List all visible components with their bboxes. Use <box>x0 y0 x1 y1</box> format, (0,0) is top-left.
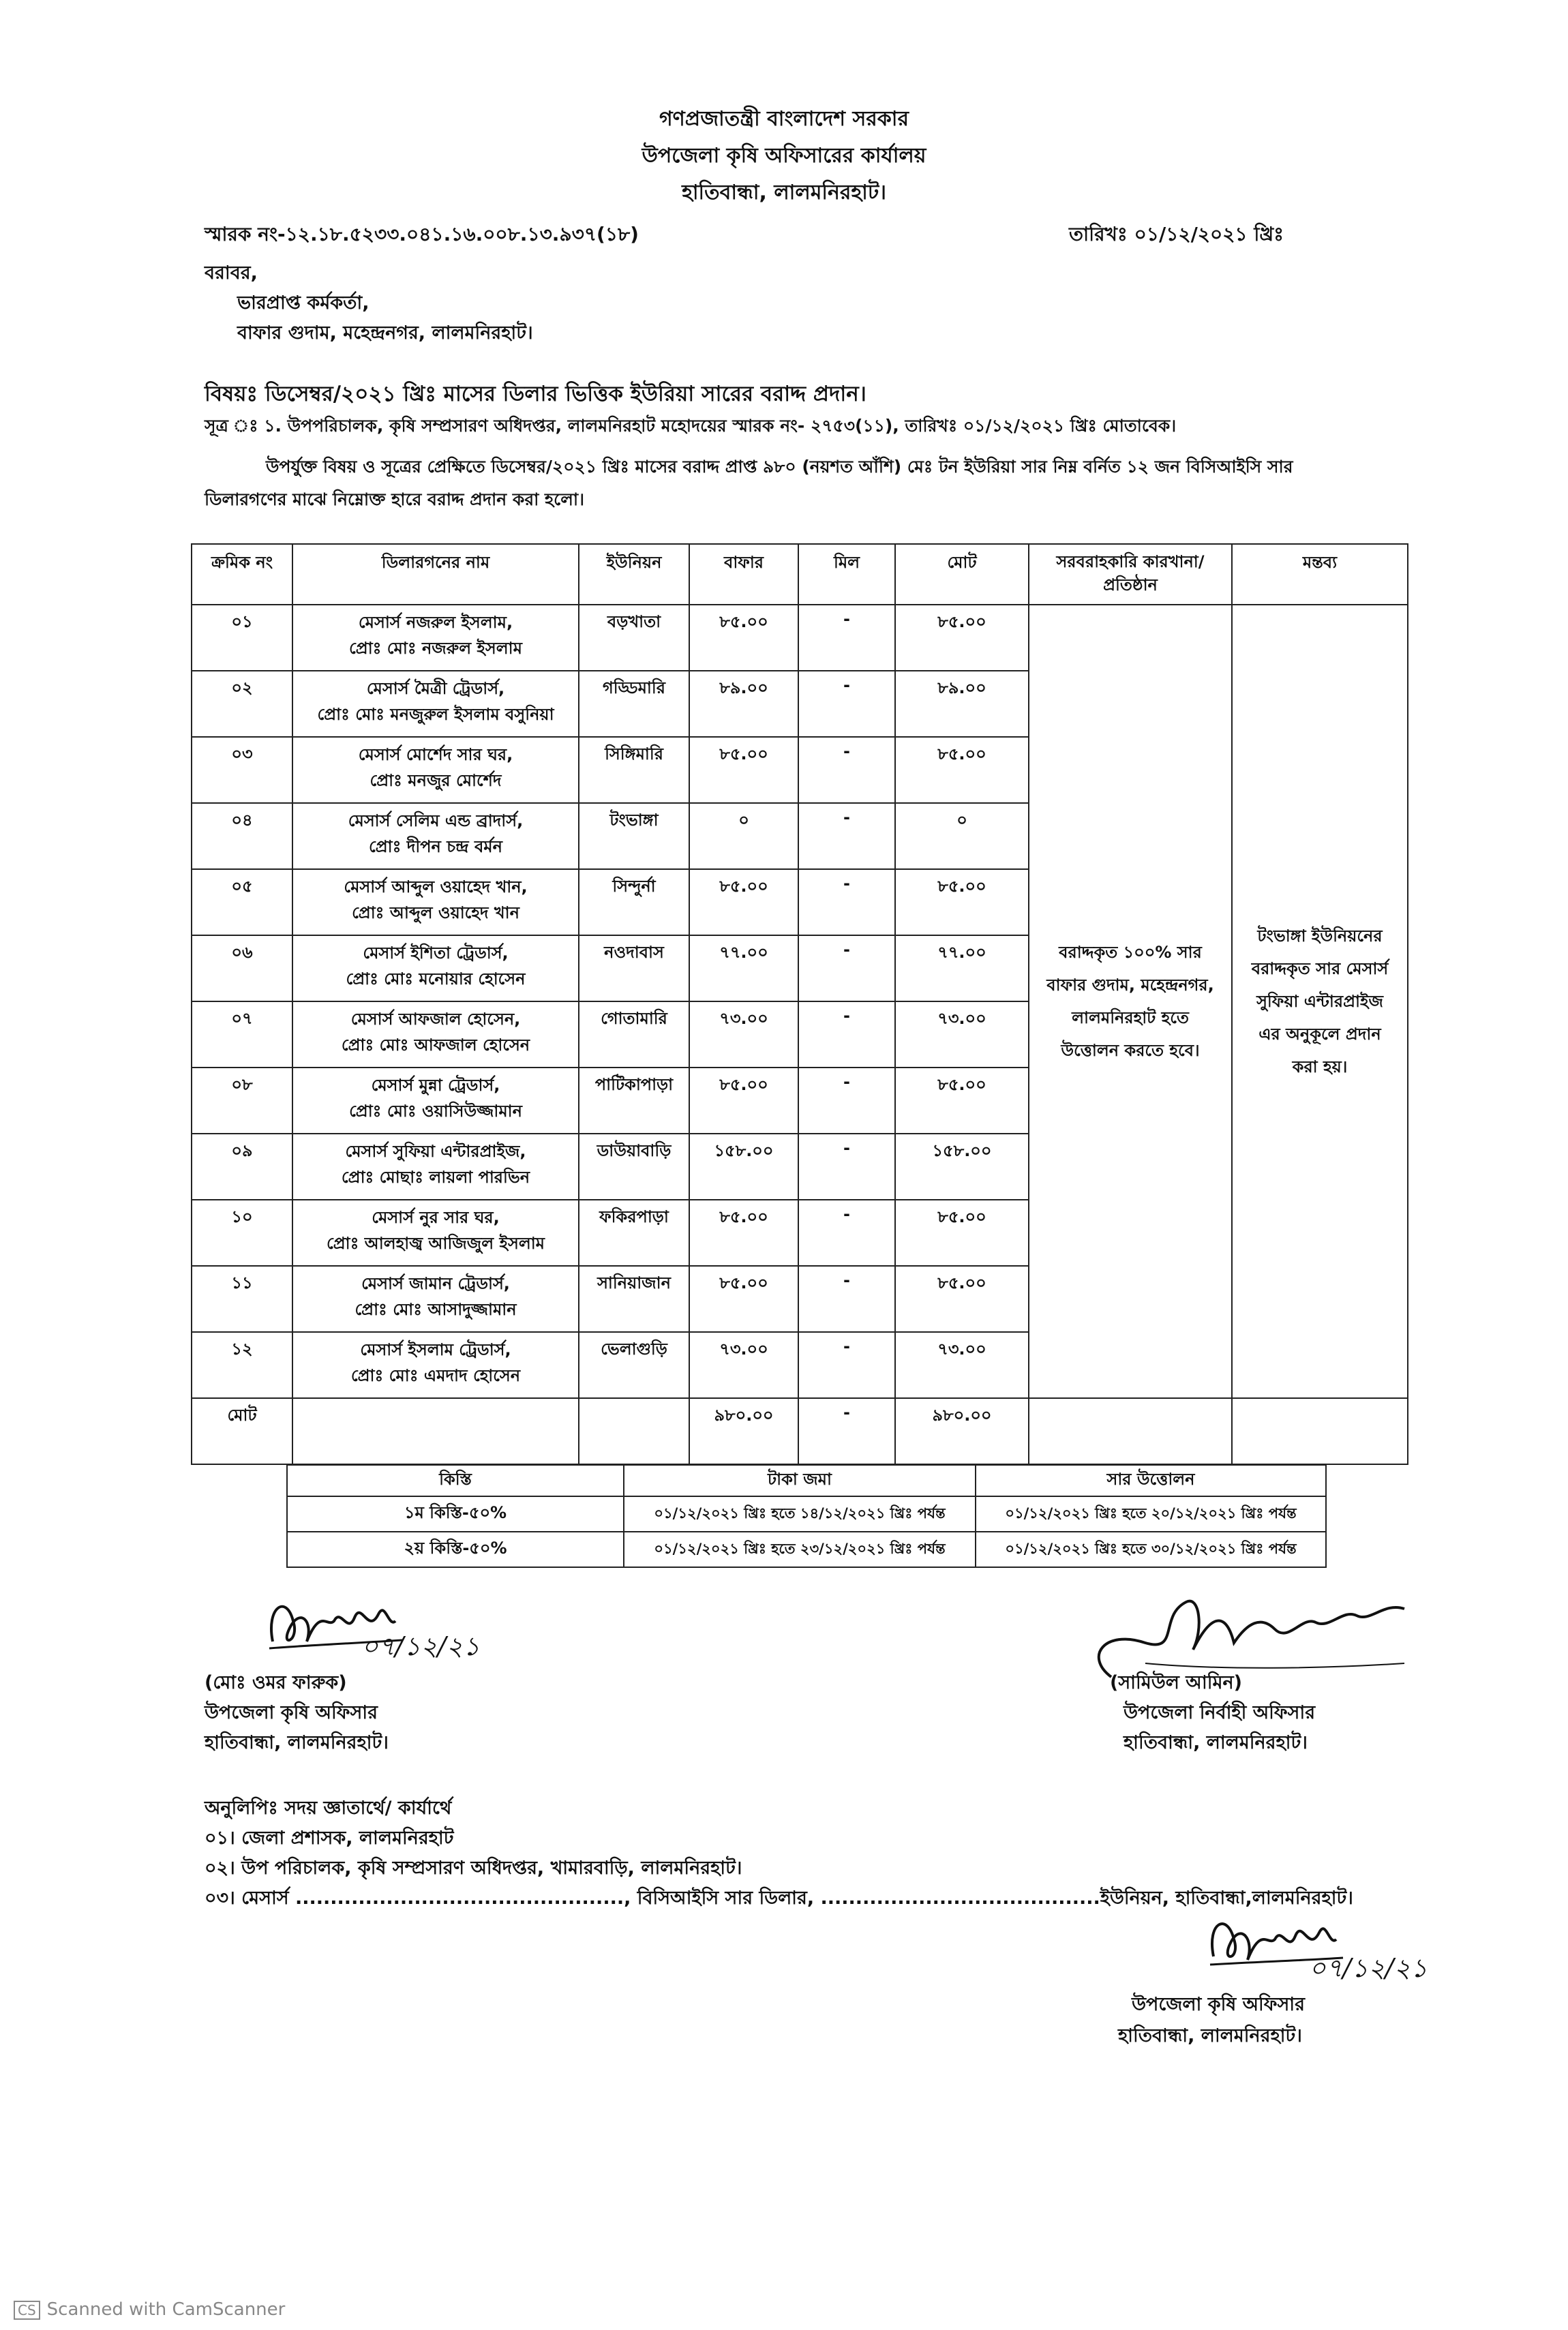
row-union: বড়খাতা <box>579 605 689 671</box>
row-dealer <box>292 1266 579 1332</box>
row-buffer: ৮৫.০০ <box>689 1068 798 1134</box>
row-union: টংভাঙ্গা <box>579 803 689 869</box>
copy-item: ০১। জেলা প্রশাসক, লালমনিরহাট <box>205 1828 454 1849</box>
row-mill: - <box>798 1200 895 1266</box>
left-signer-place: হাতিবান্ধা, লালমনিরহাট। <box>205 1732 389 1753</box>
supplier-note: বরাদ্দকৃত ১০০% সার বাফার গুদাম, মহেন্দ্রনগর, লালমনিরহাট হতে উত্তোলন করতে হবে। <box>1029 605 1232 1398</box>
row-dealer <box>292 605 579 671</box>
copies-heading: অনুলিপিঃ সদয় জ্ঞাতার্থে/ কার্যার্থে <box>205 1798 452 1819</box>
dealer-name: মেসার্স মোর্শেদ সার ঘর, <box>358 745 513 764</box>
row-union: ফকিরপাড়া <box>579 1200 689 1266</box>
installment-name: ২য় কিস্তি-৫০% <box>287 1532 624 1567</box>
installment-header-row <box>287 1465 1326 1496</box>
dealer-name: মেসার্স ইশিতা ট্রেডার্স, <box>363 943 509 963</box>
recipient-line2: বাফার গুদাম, মহেন্দ্রনগর, লালমনিরহাট। <box>237 322 533 344</box>
row-serial: ১১ <box>192 1266 292 1332</box>
memo-date: তারিখঃ ০১/১২/২০২১ খ্রিঃ <box>1069 223 1284 245</box>
left-signer-name: (মোঃ ওমর ফারুক) <box>205 1672 347 1693</box>
copy-item: ০২। উপ পরিচালক, কৃষি সম্প্রসারণ অধিদপ্তর, খামারবাড়ি, লালমনিরহাট। <box>205 1858 742 1879</box>
dealer-owner: প্রোঃ আলহাজ্ব আজিজুল ইসলাম <box>326 1234 545 1253</box>
row-total: ৮৫.০০ <box>895 1200 1029 1266</box>
right-signer-title: উপজেলা নির্বাহী অফিসার <box>1124 1702 1316 1723</box>
row-mill: - <box>798 803 895 869</box>
copy-item: ০৩। মেসার্স ..............................................., বিসিআইসি সার ডিলার, ........................................ইউনিয়ন, হাতিবান্ধা,লালমনিরহাট। <box>205 1888 1353 1909</box>
header-supplier: সরবরাহকারি কারখানা/ প্রতিষ্ঠান <box>1029 544 1232 605</box>
dealer-name: মেসার্স সেলিম এন্ড ব্রাদার্স, <box>348 811 524 830</box>
row-mill: - <box>798 1266 895 1332</box>
right-signer-place: হাতিবান্ধা, লালমনিরহাট। <box>1124 1732 1308 1753</box>
dealer-owner: প্রোঃ মোঃ মনজুরুল ইসলাম বসুনিয়া <box>317 705 554 724</box>
row-buffer: ০ <box>689 803 798 869</box>
row-mill: - <box>798 1068 895 1134</box>
header-installment: কিস্তি <box>287 1465 624 1496</box>
row-dealer <box>292 1001 579 1068</box>
header-serial: ক্রমিক নং <box>192 544 292 605</box>
row-serial: ০৮ <box>192 1068 292 1134</box>
row-total: ৮৫.০০ <box>895 605 1029 671</box>
recipient-line1: ভারপ্রাপ্ত কর্মকর্তা, <box>237 292 370 314</box>
left-signer-title: উপজেলা কৃষি অফিসার <box>205 1702 378 1723</box>
row-serial: ০৩ <box>192 737 292 803</box>
office-header <box>0 101 1568 211</box>
allocation-table <box>191 543 1408 1465</box>
row-mill: - <box>798 1134 895 1200</box>
row-dealer <box>292 935 579 1001</box>
header-total: মোট <box>895 544 1029 605</box>
installment-row <box>287 1532 1326 1567</box>
row-total: ৮৫.০০ <box>895 869 1029 935</box>
row-union: ভেলাগুড়ি <box>579 1332 689 1398</box>
dealer-owner: প্রোঃ মোঃ ওয়াসিউজ্জামান <box>349 1102 522 1121</box>
row-total: ৮৫.০০ <box>895 737 1029 803</box>
row-union: সিঙ্গিমারি <box>579 737 689 803</box>
row-mill: - <box>798 737 895 803</box>
total-empty <box>1029 1398 1232 1464</box>
row-union: গোতামারি <box>579 1001 689 1068</box>
remark-note: টংভাঙ্গা ইউনিয়নের বরাদ্দকৃত সার মেসার্স সুফিয়া এন্টারপ্রাইজ এর অনুকূলে প্রদান করা হয়। <box>1232 605 1408 1398</box>
row-buffer: ৭৩.০০ <box>689 1001 798 1068</box>
row-buffer: ৮৫.০০ <box>689 1200 798 1266</box>
row-buffer: ৮৫.০০ <box>689 737 798 803</box>
row-union: সানিয়াজান <box>579 1266 689 1332</box>
dealer-name: মেসার্স জামান ট্রেডার্স, <box>361 1274 510 1293</box>
dealer-owner: প্রোঃ মোঃ আসাদুজ্জামান <box>355 1300 517 1319</box>
dealer-owner: প্রোঃ দীপন চন্দ্র বর্মন <box>369 837 502 856</box>
row-serial: ১২ <box>192 1332 292 1398</box>
total-label: মোট <box>192 1398 292 1464</box>
row-total: ৭৩.০০ <box>895 1332 1029 1398</box>
header-remarks: মন্তব্য <box>1232 544 1408 605</box>
row-serial: ০৭ <box>192 1001 292 1068</box>
source-ref: সূত্র ঃ ১. উপপরিচালক, কৃষি সম্প্রসারণ অধিদপ্তর, লালমনিরহাট মহোদয়ের স্মারক নং- ২৭৫৩(১১), তারিখঃ ০১/১২/২০২১ খ্রিঃ মোতাবেক। <box>205 416 1177 436</box>
row-dealer <box>292 737 579 803</box>
row-total: ১৫৮.০০ <box>895 1134 1029 1200</box>
signature-date-bottom: ০৭/১২/২১ <box>1309 1953 1428 1983</box>
row-serial: ০২ <box>192 671 292 737</box>
total-buffer: ৯৮০.০০ <box>689 1398 798 1464</box>
installment-deposit: ০১/১২/২০২১ খ্রিঃ হতে ১৪/১২/২০২১ খ্রিঃ পর্যন্ত <box>624 1496 976 1532</box>
dealer-name: মেসার্স আব্দুল ওয়াহেদ খান, <box>344 877 528 896</box>
row-serial: ০৯ <box>192 1134 292 1200</box>
row-union: পাটিকাপাড়া <box>579 1068 689 1134</box>
header-deposit: টাকা জমা <box>624 1465 976 1496</box>
row-dealer <box>292 1068 579 1134</box>
row-mill: - <box>798 671 895 737</box>
row-buffer: ৭৭.০০ <box>689 935 798 1001</box>
row-dealer <box>292 1134 579 1200</box>
installment-lifting: ০১/১২/২০২১ খ্রিঃ হতে ৩০/১২/২০২১ খ্রিঃ পর্যন্ত <box>976 1532 1326 1567</box>
row-mill: - <box>798 869 895 935</box>
dealer-name: মেসার্স সুফিয়া এন্টারপ্রাইজ, <box>345 1142 526 1161</box>
subject: বিষয়ঃ ডিসেম্বর/২০২১ খ্রিঃ মাসের ডিলার ভিত্তিক ইউরিয়া সারের বরাদ্দ প্রদান। <box>205 382 866 406</box>
installment-row <box>287 1496 1326 1532</box>
header-mill: মিল <box>798 544 895 605</box>
row-buffer: ৮৫.০০ <box>689 1266 798 1332</box>
installment-deposit: ০১/১২/২০২১ খ্রিঃ হতে ২৩/১২/২০২১ খ্রিঃ পর্যন্ত <box>624 1532 976 1567</box>
dealer-name: মেসার্স ইসলাম ট্রেডার্স, <box>360 1340 511 1359</box>
dealer-owner: প্রোঃ মোঃ নজরুল ইসলাম <box>349 639 522 658</box>
header-lifting: সার উত্তোলন <box>976 1465 1326 1496</box>
row-total: ৮৫.০০ <box>895 1266 1029 1332</box>
right-signer-name: (সামিউল আমিন) <box>1110 1672 1242 1693</box>
row-union: গড্ডিমারি <box>579 671 689 737</box>
row-buffer: ৭৩.০০ <box>689 1332 798 1398</box>
dealer-name: মেসার্স নজরুল ইসলাম, <box>358 613 513 632</box>
header-buffer: বাফার <box>689 544 798 605</box>
camscanner-icon: CS <box>14 2301 40 2320</box>
bottom-signer-title: উপজেলা কৃষি অফিসার <box>1132 1994 1305 2015</box>
installment-lifting: ০১/১২/২০২১ খ্রিঃ হতে ২০/১২/২০২১ খ্রিঃ পর্যন্ত <box>976 1496 1326 1532</box>
body-line2: ডিলারগণের মাঝে নিম্নোক্ত হারে বরাদ্দ প্রদান করা হলো। <box>205 489 585 509</box>
row-buffer: ৮৯.০০ <box>689 671 798 737</box>
header-union: ইউনিয়ন <box>579 544 689 605</box>
dealer-owner: প্রোঃ মনজুর মোর্শেদ <box>370 771 502 790</box>
installment-table <box>286 1464 1327 1568</box>
total-empty <box>579 1398 689 1464</box>
row-total: ৭৭.০০ <box>895 935 1029 1001</box>
dealer-name: মেসার্স মুন্না ট্রেডার্স, <box>371 1076 500 1095</box>
total-empty <box>292 1398 579 1464</box>
dealer-owner: প্রোঃ মোঃ আফজাল হোসেন <box>341 1035 530 1055</box>
row-union: সিন্দুর্না <box>579 869 689 935</box>
dealer-owner: প্রোঃ মোঃ মনোয়ার হোসেন <box>346 969 526 988</box>
row-dealer <box>292 671 579 737</box>
body-line1: উপর্যুক্ত বিষয় ও সূত্রের প্রেক্ষিতে ডিসেম্বর/২০২১ খ্রিঃ মাসের বরাদ্দ প্রাপ্ত ৯৮০ (নয়শত আঁশি) মেঃ টন ইউরিয়া সার নিম্ন বর্নিত ১২ জন বিসিআইসি সার <box>266 457 1293 476</box>
row-total: ৮৫.০০ <box>895 1068 1029 1134</box>
row-dealer <box>292 1200 579 1266</box>
total-total: ৯৮০.০০ <box>895 1398 1029 1464</box>
total-row <box>192 1398 1408 1464</box>
office-location: হাতিবান্ধা, লালমনিরহাট। <box>682 181 886 205</box>
row-dealer <box>292 803 579 869</box>
installment-name: ১ম কিস্তি-৫০% <box>287 1496 624 1532</box>
row-buffer: ১৫৮.০০ <box>689 1134 798 1200</box>
row-union: নওদাবাস <box>579 935 689 1001</box>
row-buffer: ৮৫.০০ <box>689 605 798 671</box>
row-serial: ১০ <box>192 1200 292 1266</box>
total-mill: - <box>798 1398 895 1464</box>
dealer-name: মেসার্স আফজাল হোসেন, <box>350 1010 521 1029</box>
signature-date-left: ০৭/১২/২১ <box>361 1631 480 1661</box>
row-serial: ০৬ <box>192 935 292 1001</box>
row-serial: ০৫ <box>192 869 292 935</box>
row-serial: ০৪ <box>192 803 292 869</box>
memo-ref: স্মারক নং-১২.১৮.৫২৩৩.০৪১.১৬.০০৮.১৩.৯৩৭(১৮) <box>205 223 639 245</box>
dealer-owner: প্রোঃ মোঃ এমদাদ হোসেন <box>350 1366 521 1385</box>
row-buffer: ৮৫.০০ <box>689 869 798 935</box>
recipient-to: বরাবর, <box>205 262 258 284</box>
dealer-owner: প্রোঃ আব্দুল ওয়াহেদ খান <box>352 903 519 922</box>
row-dealer <box>292 869 579 935</box>
header-dealer-name: ডিলারগনের নাম <box>292 544 579 605</box>
row-union: ডাউয়াবাড়ি <box>579 1134 689 1200</box>
row-total: ৭৩.০০ <box>895 1001 1029 1068</box>
office-title: উপজেলা কৃষি অফিসারের কার্যালয় <box>642 144 926 168</box>
table-row <box>192 605 1408 671</box>
scanner-text: Scanned with CamScanner <box>46 2299 286 2320</box>
dealer-name: মেসার্স মৈত্রী ট্রেডার্স, <box>366 679 505 698</box>
row-mill: - <box>798 1001 895 1068</box>
row-dealer <box>292 1332 579 1398</box>
row-mill: - <box>798 935 895 1001</box>
dealer-name: মেসার্স নুর সার ঘর, <box>372 1208 500 1227</box>
row-total: ৮৯.০০ <box>895 671 1029 737</box>
gov-title: গণপ্রজাতন্ত্রী বাংলাদেশ সরকার <box>659 107 909 131</box>
scanner-watermark <box>14 2299 285 2320</box>
dealer-owner: প্রোঃ মোছাঃ লায়লা পারভিন <box>341 1168 530 1187</box>
row-mill: - <box>798 1332 895 1398</box>
row-mill: - <box>798 605 895 671</box>
total-empty <box>1232 1398 1408 1464</box>
bottom-signer-place: হাতিবান্ধা, লালমনিরহাট। <box>1118 2025 1302 2046</box>
table-header-row <box>192 544 1408 605</box>
row-serial: ০১ <box>192 605 292 671</box>
row-total: ০ <box>895 803 1029 869</box>
